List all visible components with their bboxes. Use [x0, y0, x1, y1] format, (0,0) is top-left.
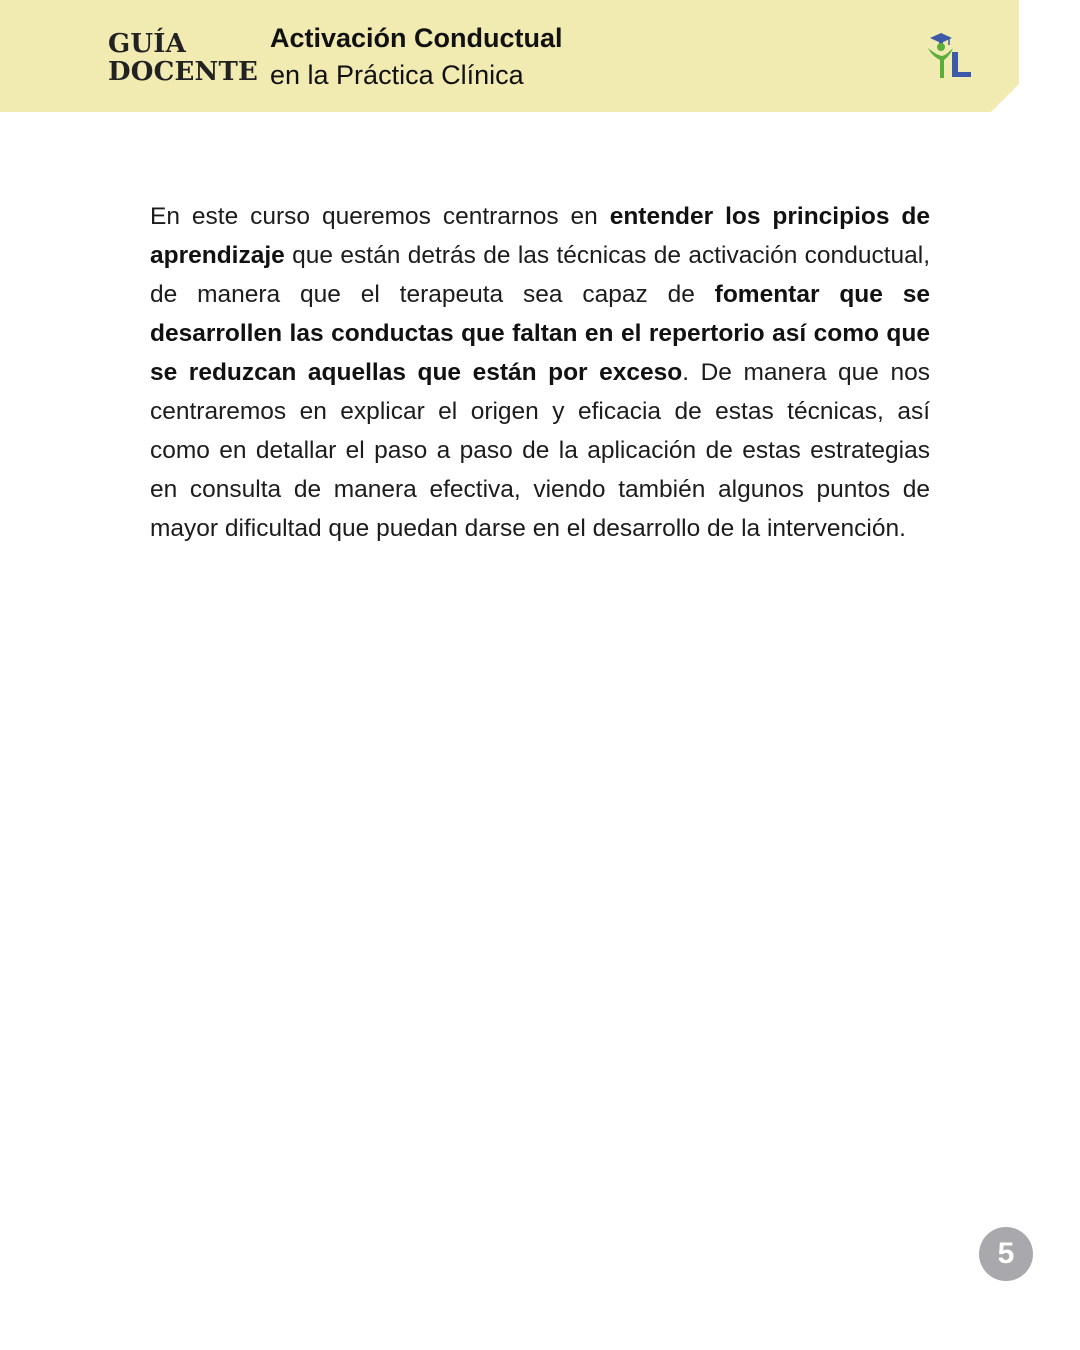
- guide-label-line1: GUÍA: [108, 29, 187, 59]
- course-title-bold: Activación Conductual: [270, 23, 563, 53]
- paragraph-emphasis: fomentar que se desarrollen las conductas que faltan en el repertorio así como que se reduzcan aquellas que están por exceso: [150, 281, 930, 386]
- graduate-logo-icon: [922, 30, 976, 84]
- page-number-badge: 5: [979, 1227, 1033, 1281]
- paragraph-emphasis: entender los principios de aprendizaje: [150, 203, 930, 269]
- intro-paragraph: [150, 197, 930, 548]
- paragraph-text: . De manera que nos centraremos en explicar el origen y eficacia de estas técnicas, así como en detallar el paso a paso de la aplicación de estas estrategias en consulta de manera efectiva, viendo también algunos puntos de mayor dificultad que puedan darse en el desarrollo de la intervención.: [150, 359, 930, 542]
- course-title: [270, 21, 563, 95]
- guide-label-line2: DOCENTE: [108, 57, 259, 87]
- guide-label: [108, 30, 258, 86]
- course-title-regular: en la Práctica Clínica: [270, 60, 524, 90]
- paragraph-text: que están detrás de las técnicas de activación conductual, de manera que el terapeuta sea capaz de: [150, 242, 930, 308]
- paragraph-text: En este curso queremos centrarnos en: [150, 203, 610, 230]
